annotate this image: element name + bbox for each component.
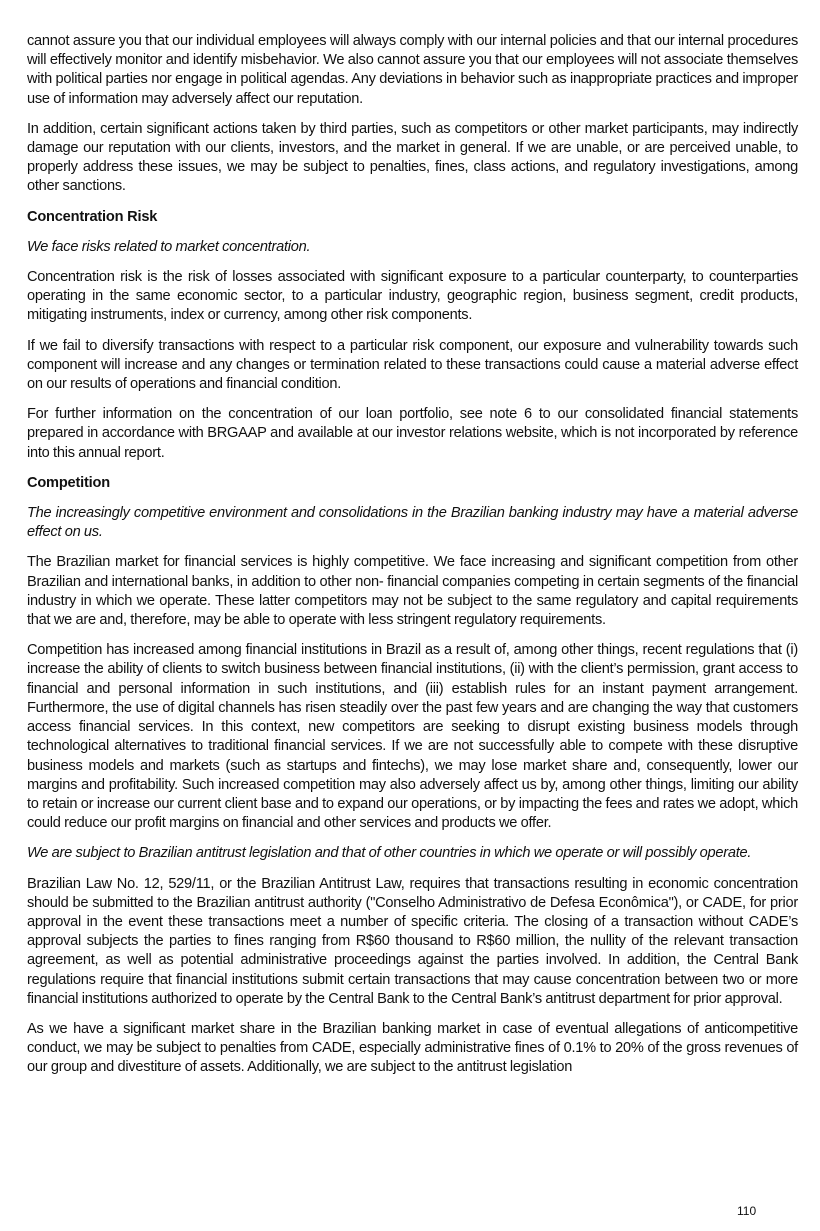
paragraph-employees-conduct: cannot assure you that our individual employees will always comply with our internal policies and that our internal procedures will effectively monitor and identify misbehavior. We also cannot assure you that our employees will not associate themselves with political parties nor engage in political agendas. Any deviations in behavior such as inappropriate practices and improper use of information may adversely affect our reputation. — [27, 33, 798, 107]
section-heading-concentration-risk: Concentration Risk — [27, 208, 158, 225]
risk-title-antitrust: We are subject to Brazilian antitrust legislation and that of other countries in which we operate or will possibly operate. — [27, 845, 752, 862]
document-page — [27, 32, 798, 1089]
risk-title-market-concentration: We face risks related to market concentration. — [27, 238, 311, 255]
paragraph-diversification: If we fail to diversify transactions with respect to a particular risk component, our exposure and vulnerability towards such component will increase and any changes or termination related to these transactions could cause a material adverse effect on our results of operations and financial condition. — [27, 337, 798, 393]
paragraph-market-competitive: The Brazilian market for financial services is highly competitive. We face increasing and significant competition from other Brazilian and international banks, in addition to other non- financial companies competing in certain segments of the financial industry in which we operate. These latter competitors may not be subject to the same regulatory and capital requirements that we are and, therefore, may be able to operate with less stringent regulatory requirements. — [27, 554, 798, 629]
paragraph-market-share-penalties: As we have a significant market share in the Brazilian banking market in case of eventual allegations of anticompetitive conduct, we may be subject to penalties from CADE, especially administrative fines of 0.1% to 20% of the gross revenues of our group and divestiture of assets. Additionally, we are subject to the antitrust legislation — [27, 1020, 798, 1076]
paragraph-loan-portfolio-note: For further information on the concentration of our loan portfolio, see note 6 to our consolidated financial statements prepared in accordance with BRGAAP and available at our investor relations website, which is not incorporated by reference into this annual report. — [27, 406, 798, 461]
paragraph-competition-increased: Competition has increased among financial institutions in Brazil as a result of, among other things, recent regulations that (i) increase the ability of clients to switch business between financial institutions, (ii) with the client’s permission, grant access to financial and personal information in such institutions, and (iii) establish rules for an instant payment arrangement. Furthermore, the use of digital channels has risen steadily over the past few years and are changing the way that customers access financial services. In this context, new competitors are seeking to disrupt existing business models through technological alternatives to traditional financial services. If we are not successfully able to compete with these disruptive business models and markets (such as startups and fintechs), we may lose market share and, consequently, lower our margins and profitability. Such increased competition may also adversely affect us by, among other things, limiting our ability to retain or increase our current client base and to expand our operations, or by impacting the fees and rates we adopt, which could reduce our profit margins on financial and other services and products we offer. — [27, 642, 798, 832]
page-number: 110 — [737, 1204, 757, 1218]
risk-title-competitive-environment: The increasingly competitive environment and consolidations in the Brazilian banking industry may have a material adverse effect on us. — [27, 505, 798, 541]
paragraph-antitrust-law: Brazilian Law No. 12, 529/11, or the Brazilian Antitrust Law, requires that transactions resulting in economic concentration should be submitted to the Brazilian antitrust authority ("Conselho Administrativo de Defesa Econômica"), or CADE, for prior approval in the event these transactions meet a number of specific criteria. The closing of a transaction without CADE’s approval subjects the parties to fines ranging from R$60 thousand to R$60 million, the nullity of the relevant transaction agreement, as well as potential administrative proceedings against the parties involved. In addition, the Central Bank regulations require that financial institutions submit certain transactions that may cause concentration between two or more financial institutions authorized to operate by the Central Bank to the Central Bank’s antitrust department for prior approval. — [27, 875, 798, 1007]
paragraph-third-party-damage: In addition, certain significant actions taken by third parties, such as competitors or other market participants, may indirectly damage our reputation with our clients, investors, and the market in general. If we are unable, or are perceived unable, to properly address these issues, we may be subject to penalties, fines, class actions, and regulatory investigations, among other sanctions. — [27, 120, 798, 195]
section-heading-competition: Competition — [27, 474, 110, 491]
paragraph-concentration-definition: Concentration risk is the risk of losses associated with significant exposure to a particular counterparty, to counterparties operating in the same economic sector, to a particular industry, geographic region, business segment, credit products, mitigating instruments, index or currency, among other risk components. — [27, 269, 798, 324]
